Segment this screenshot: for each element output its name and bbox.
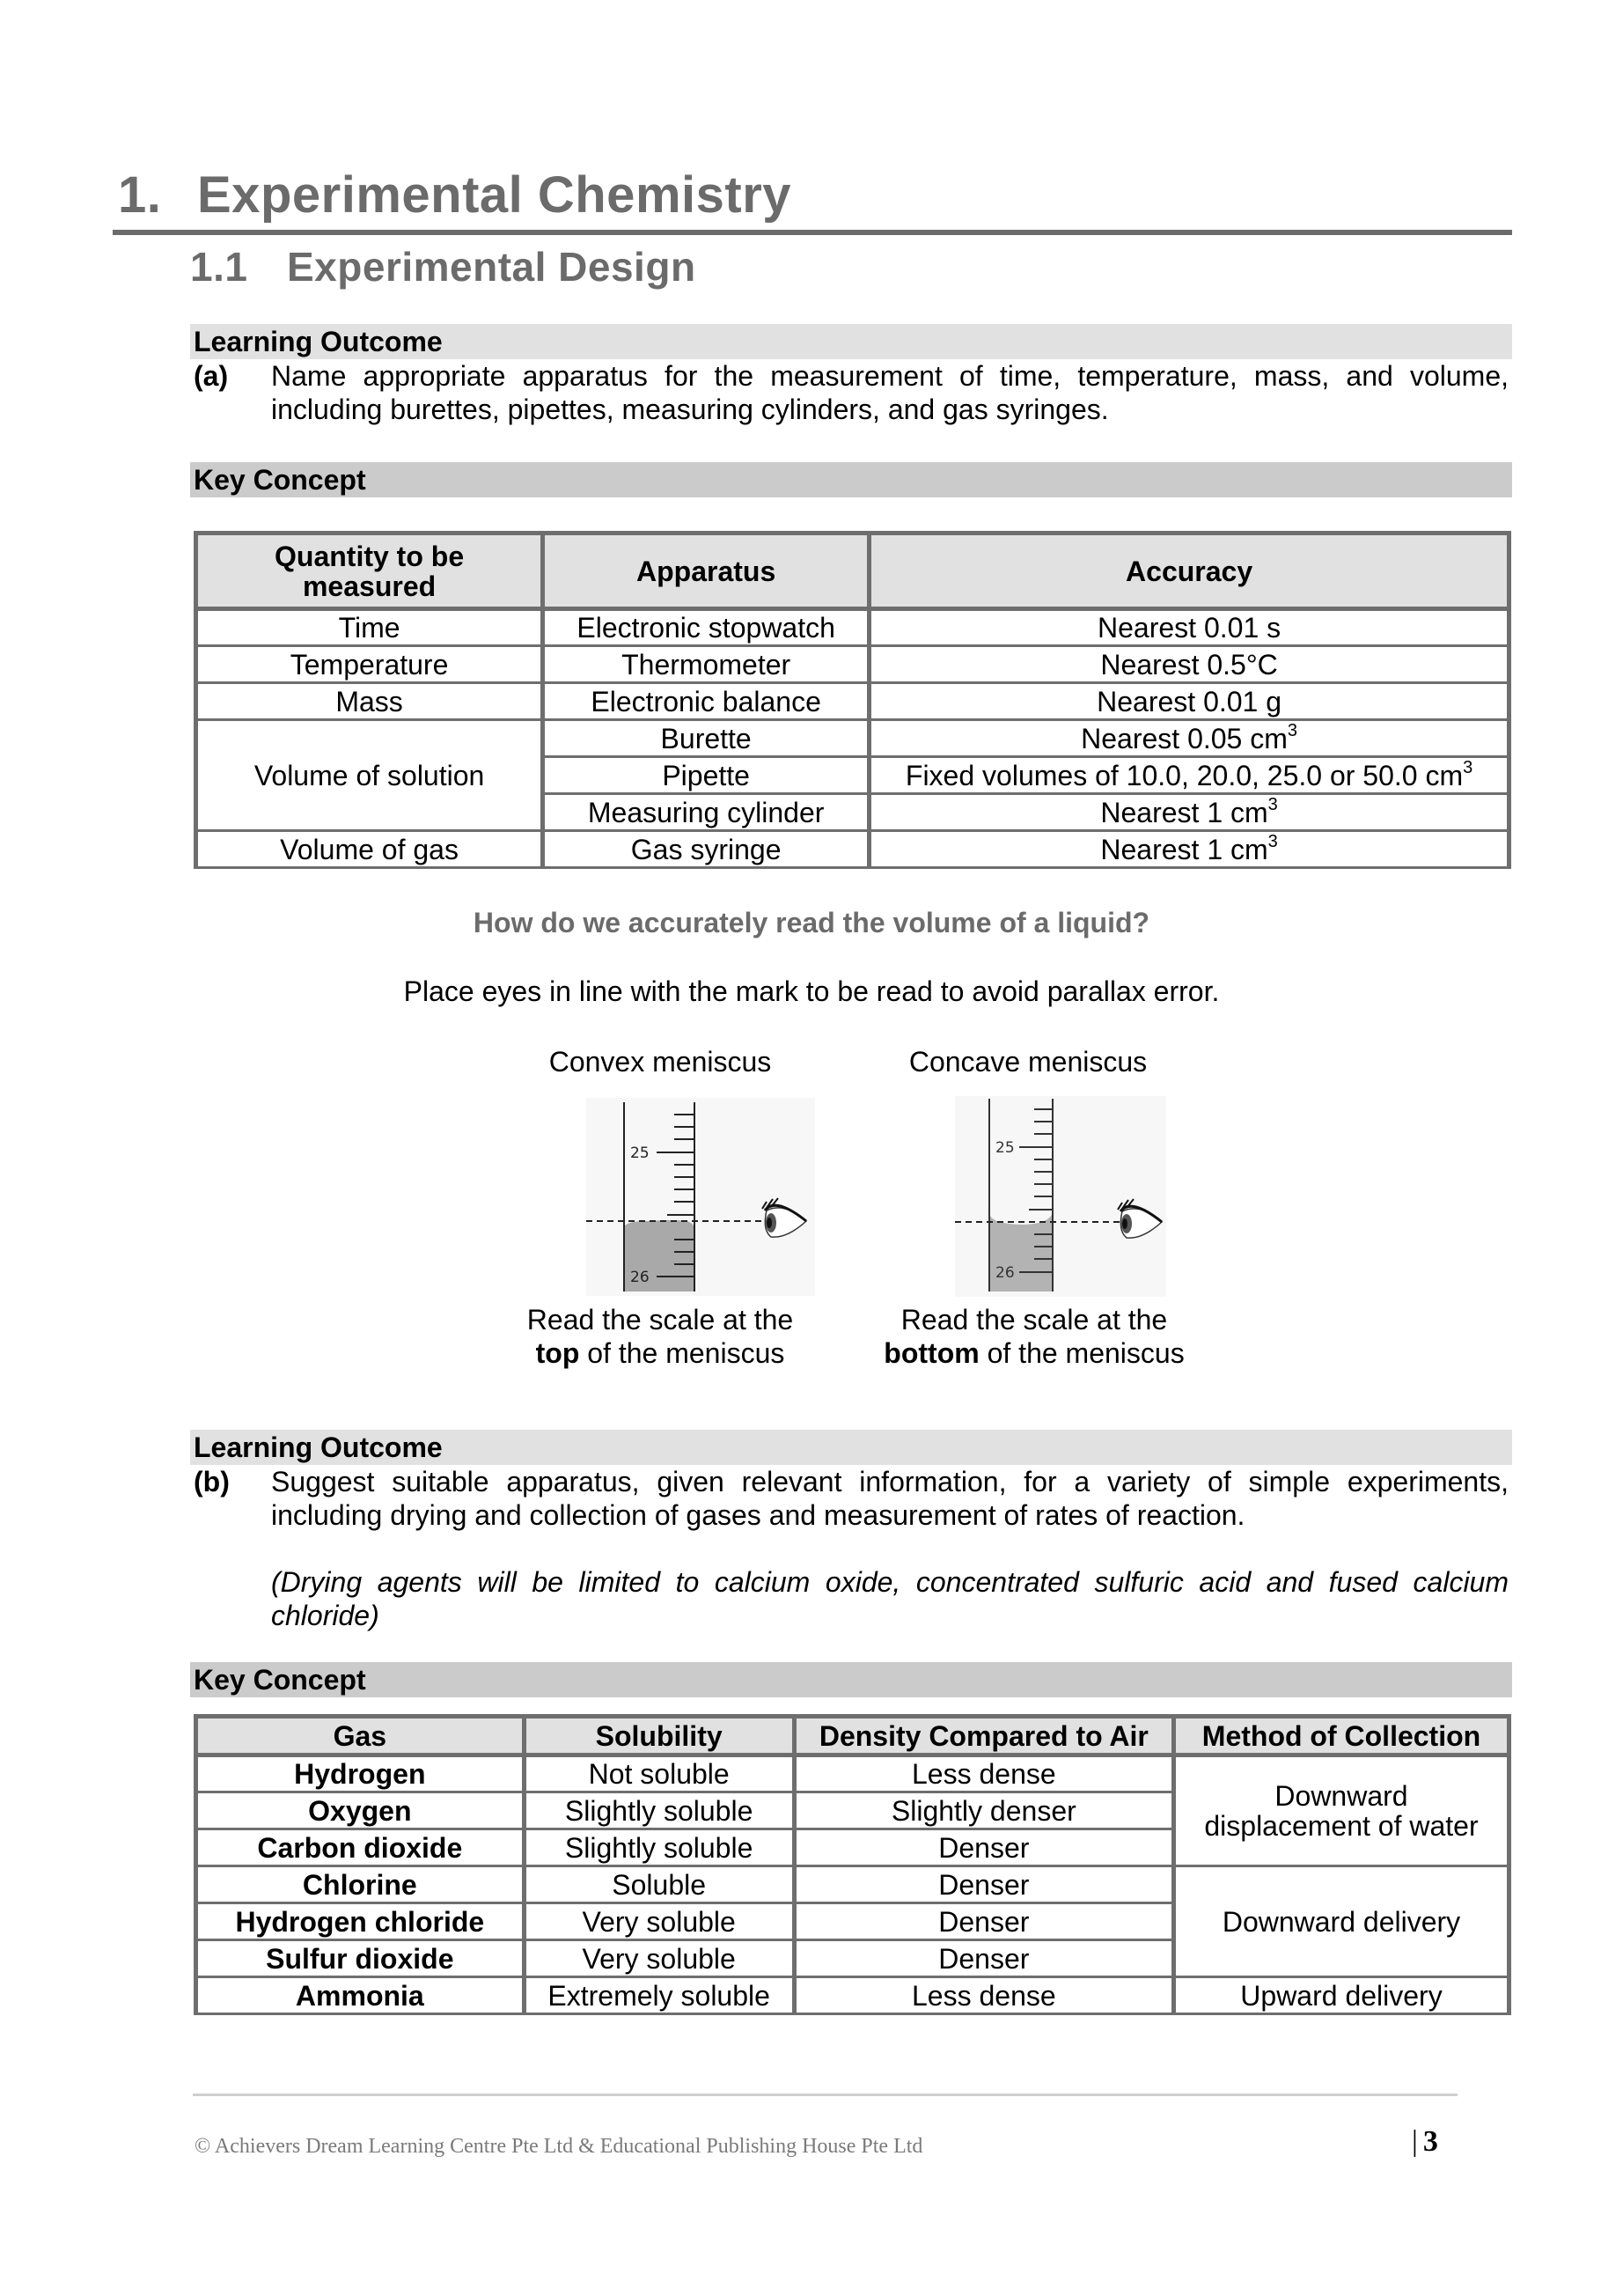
apparatus-cell: Measuring cylinder [543, 794, 870, 831]
convex-meniscus-figure [484, 1046, 836, 1078]
learning-outcome-a-header: Learning Outcome [190, 324, 1512, 359]
convex-caption-line1: Read the scale at the [526, 1304, 794, 1336]
key-concept-2-header: Key Concept [190, 1662, 1512, 1697]
apparatus-table-header [196, 534, 1509, 609]
quantity-cell: Time [196, 609, 543, 646]
section-title-text: Experimental Design [287, 244, 696, 290]
convex-burette-diagram [586, 1098, 815, 1296]
scale-label-26: 26 [630, 1269, 650, 1286]
quantity-cell: Temperature [196, 646, 543, 683]
meniscus-question: How do we accurately read the volume of a liquid? [473, 907, 1150, 938]
superscript: 3 [1287, 720, 1298, 740]
learning-outcome-b [194, 1465, 1509, 1632]
apparatus-table [194, 531, 1511, 869]
table-row [196, 831, 1509, 868]
outcome-b-label: (b) [194, 1466, 230, 1498]
density-cell: Denser [794, 1829, 1173, 1866]
solubility-cell: Slightly soluble [524, 1829, 794, 1866]
quantity-cell: Volume of gas [196, 831, 543, 868]
solubility-cell: Extremely soluble [524, 1977, 794, 2014]
col-header-quantity: Quantity to be measured [196, 534, 543, 609]
table-row [196, 609, 1509, 646]
table-row [196, 720, 1509, 757]
outcome-a-text: Name appropriate apparatus for the measurement of time, temperature, mass, and volume, including burettes, pipettes, measuring cylinders, and gas syringes. [271, 360, 1509, 425]
outcome-b-text: Suggest suitable apparatus, given relevant information, for a variety of simple experiments, including drying and collection of gases and measurement of rates of reaction. [271, 1466, 1509, 1531]
density-cell: Less dense [794, 1977, 1173, 2014]
gas-cell: Chlorine [196, 1866, 525, 1903]
gas-cell: Carbon dioxide [196, 1829, 525, 1866]
superscript: 3 [1463, 757, 1473, 777]
accuracy-cell: Nearest 0.01 g [870, 683, 1509, 720]
gas-cell: Hydrogen chloride [196, 1903, 525, 1940]
concave-title: Concave meniscus [908, 1046, 1148, 1078]
gas-collection-table [194, 1714, 1511, 2015]
col-header-method: Method of Collection [1173, 1717, 1509, 1755]
method-cell: Downward delivery [1173, 1866, 1509, 1977]
chapter-number: 1. [118, 166, 162, 224]
density-cell: Denser [794, 1940, 1173, 1977]
chapter-title-text: Experimental Chemistry [197, 166, 792, 224]
page-number-value: 3 [1422, 2125, 1438, 2158]
accuracy-text: Fixed volumes of 10.0, 20.0, 25.0 or 50.0 cm [905, 759, 1464, 791]
solubility-cell: Not soluble [524, 1755, 794, 1792]
scale-label-25: 25 [995, 1139, 1015, 1157]
apparatus-cell: Burette [543, 720, 870, 757]
method-cell: Upward delivery [1173, 1977, 1509, 2014]
quantity-cell: Mass [196, 683, 543, 720]
superscript: 3 [1267, 831, 1278, 851]
density-cell: Denser [794, 1866, 1173, 1903]
concave-caption-line2 [858, 1336, 1210, 1370]
concave-caption-line1: Read the scale at the [900, 1304, 1168, 1336]
convex-caption-line2 [484, 1336, 836, 1370]
accuracy-text: Nearest 1 cm [1100, 833, 1268, 865]
caption-rest: of the meniscus [979, 1337, 1185, 1369]
table-row [196, 646, 1509, 683]
concave-burette-diagram [955, 1096, 1166, 1297]
convex-title: Convex meniscus [548, 1046, 772, 1078]
caption-rest: of the meniscus [579, 1337, 785, 1369]
method-cell: Downward displacement of water [1173, 1755, 1509, 1866]
page-number-separator: | [1412, 2125, 1418, 2158]
outcome-b-note: (Drying agents will be limited to calcium oxide, concentrated sulfuric acid and fused calcium chloride) [271, 1566, 1509, 1631]
section-title [190, 243, 696, 291]
table-row [196, 1977, 1509, 2014]
caption-emphasis: bottom [884, 1337, 980, 1369]
solubility-cell: Soluble [524, 1866, 794, 1903]
col-header-solubility: Solubility [524, 1717, 794, 1755]
page-number [1412, 2125, 1438, 2159]
col-header-density: Density Compared to Air [794, 1717, 1173, 1755]
gas-table-header [196, 1717, 1509, 1755]
accuracy-cell: Nearest 0.5°C [870, 646, 1509, 683]
parallax-hint: Place eyes in line with the mark to be read to avoid parallax error. [403, 975, 1220, 1007]
section-number: 1.1 [190, 244, 248, 290]
apparatus-cell: Electronic stopwatch [543, 609, 870, 646]
chapter-title-underline [113, 230, 1512, 235]
density-cell: Slightly denser [794, 1792, 1173, 1829]
solubility-cell: Slightly soluble [524, 1792, 794, 1829]
concave-caption [858, 1303, 1210, 1370]
learning-outcome-b-header: Learning Outcome [190, 1430, 1512, 1465]
gas-cell: Ammonia [196, 1977, 525, 2014]
density-cell: Less dense [794, 1755, 1173, 1792]
learning-outcome-a [194, 359, 1509, 426]
footer-divider [193, 2094, 1458, 2096]
apparatus-cell: Gas syringe [543, 831, 870, 868]
convex-caption [484, 1303, 836, 1370]
col-header-gas: Gas [196, 1717, 525, 1755]
col-header-apparatus: Apparatus [543, 534, 870, 609]
gas-cell: Oxygen [196, 1792, 525, 1829]
scale-label-26: 26 [995, 1264, 1015, 1282]
accuracy-text: Nearest 1 cm [1100, 796, 1268, 828]
outcome-a-label: (a) [194, 360, 229, 392]
apparatus-cell: Electronic balance [543, 683, 870, 720]
accuracy-cell [870, 757, 1509, 794]
quantity-cell: Volume of solution [196, 720, 543, 831]
accuracy-cell [870, 720, 1509, 757]
apparatus-cell: Pipette [543, 757, 870, 794]
caption-emphasis: top [535, 1337, 580, 1369]
concave-meniscus-figure [852, 1046, 1204, 1078]
scale-label-25: 25 [630, 1144, 650, 1162]
accuracy-cell [870, 831, 1509, 868]
solubility-cell: Very soluble [524, 1940, 794, 1977]
table-row [196, 1755, 1509, 1792]
col-header-accuracy: Accuracy [870, 534, 1509, 609]
accuracy-cell: Nearest 0.01 s [870, 609, 1509, 646]
gas-cell: Sulfur dioxide [196, 1940, 525, 1977]
solubility-cell: Very soluble [524, 1903, 794, 1940]
density-cell: Denser [794, 1903, 1173, 1940]
chapter-title [118, 166, 791, 224]
accuracy-cell [870, 794, 1509, 831]
table-row [196, 683, 1509, 720]
footer-copyright: © Achievers Dream Learning Centre Pte Ltd & Educational Publishing House Pte Ltd [195, 2135, 923, 2158]
superscript: 3 [1267, 794, 1278, 814]
gas-cell: Hydrogen [196, 1755, 525, 1792]
table-row [196, 1866, 1509, 1903]
apparatus-cell: Thermometer [543, 646, 870, 683]
key-concept-1-header: Key Concept [190, 462, 1512, 497]
accuracy-text: Nearest 0.05 cm [1081, 722, 1288, 754]
